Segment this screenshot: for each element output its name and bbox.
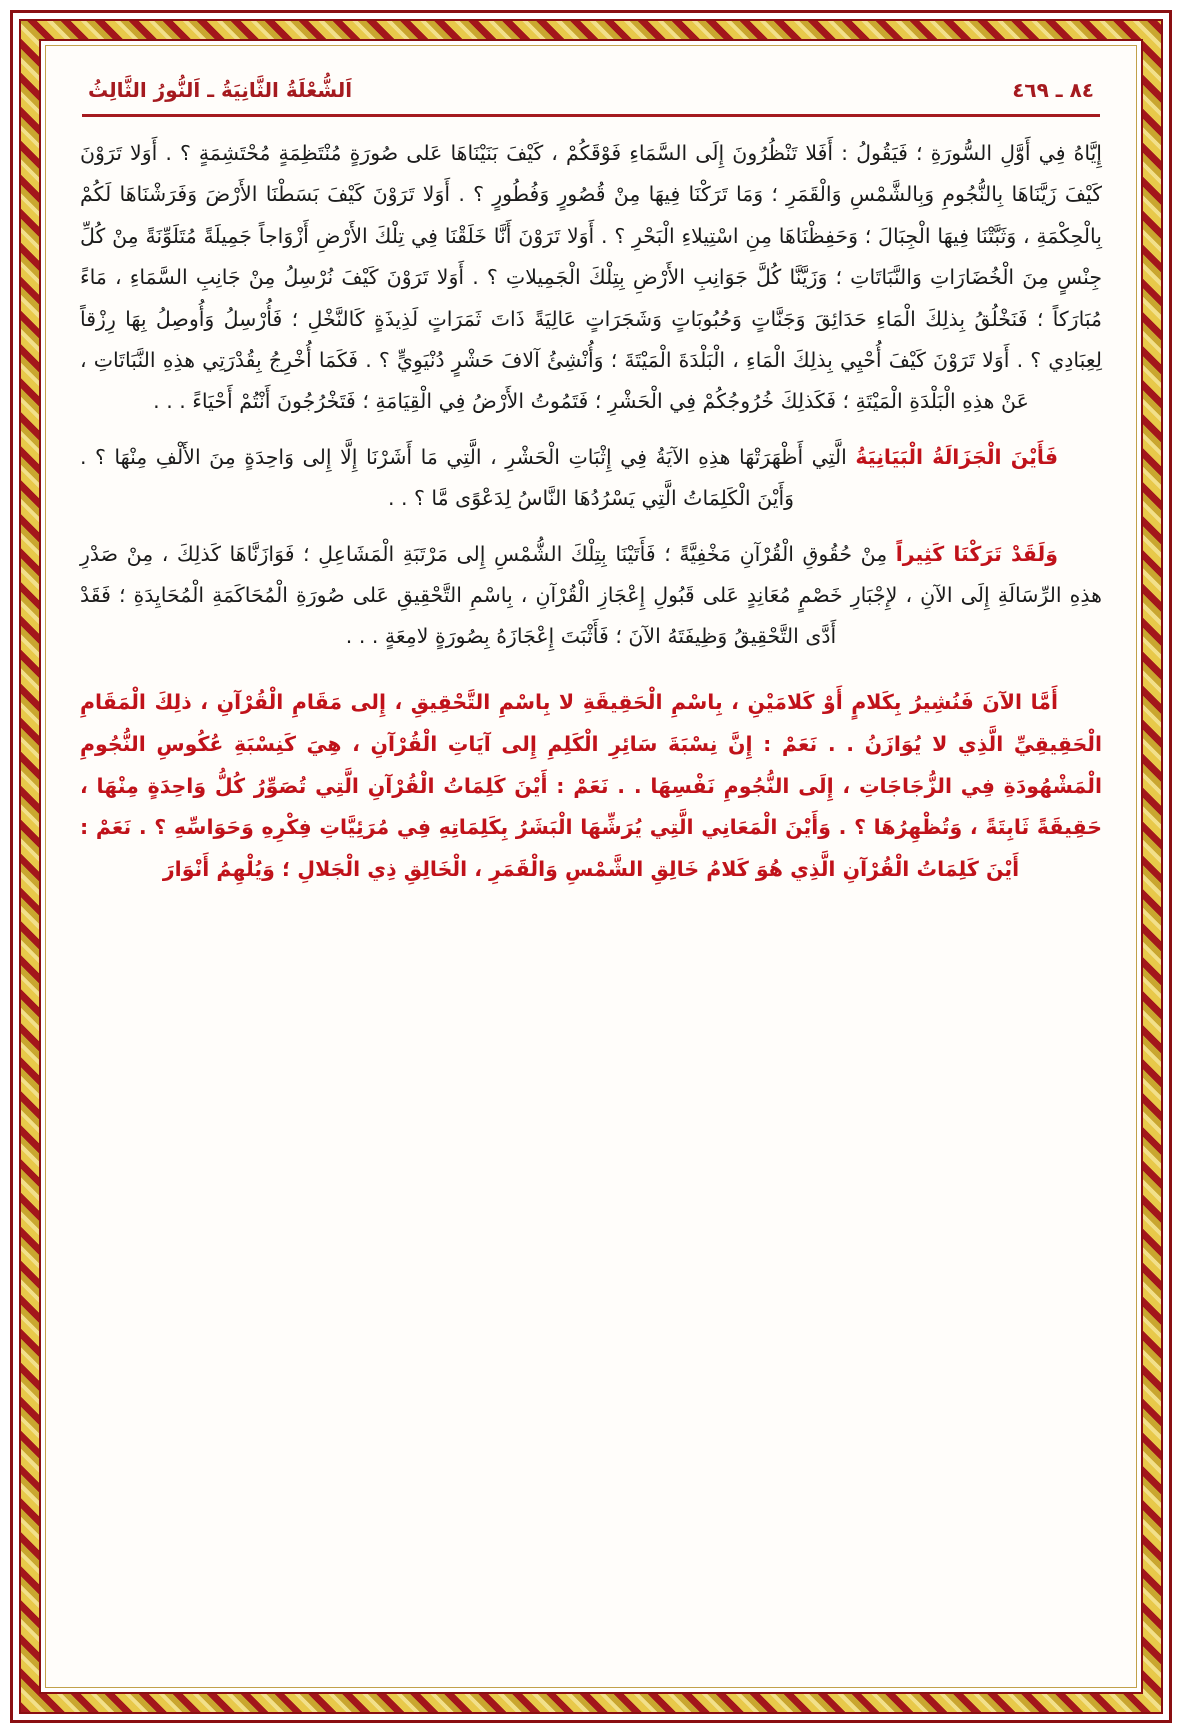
paragraph-2-lead: فَأَيْنَ الْجَزَالَةُ الْبَيَانِيَةُ bbox=[855, 444, 1058, 469]
paragraph-2 bbox=[80, 437, 1102, 520]
paragraph-spacer bbox=[80, 672, 1102, 682]
ornamental-frame-band bbox=[19, 19, 1163, 1714]
page-header bbox=[80, 72, 1102, 112]
page-content-area bbox=[45, 45, 1137, 1688]
paragraph-2-text: الَّتِي أَظْهَرَتْهَا هذِهِ الآيَةُ فِي إِثْبَاتِ الْحَشْرِ ، الَّتِي مَا أَشَرْنَا إِلَّا إِلى وَاحِدَةٍ مِنَ الأَلْفِ مِنْهَا ؟ . وَأَيْنَ الْكَلِمَاتُ الَّتِي يَسْرُدُهَا النَّاسُ لِدَعْوًى مَّا ؟ . . bbox=[80, 444, 856, 511]
paragraph-3 bbox=[80, 534, 1102, 658]
paragraph-4: أَمَّا الآنَ فَنُشِيرُ بِكَلامٍ أَوْ كَلامَيْنِ ، بِاسْمِ الْحَقِيقَةِ لا بِاسْمِ التَّحْقِيقِ ، إِلى مَقَامِ الْقُرْآنِ ، ذلِكَ الْمَقَامِ الْحَقِيقِيِّ الَّذِي لا يُوَازَنُ . . نَعَمْ : إِنَّ نِسْبَةَ سَائِرِ الْكَلِمِ إِلى آيَاتِ الْقُرْآنِ ، هِيَ كَنِسْبَةِ عُكُوسِ النُّجُومِ الْمَشْهُودَةِ فِي الزُّجَاجَاتِ ، إِلَى النُّجُومِ نَفْسِهَا . . نَعَمْ : أَيْنَ كَلِمَاتُ الْقُرْآنِ الَّتِي تُصَوِّرُ كُلُّ وَاحِدَةٍ مِنْهَا ، حَقِيقَةً ثَابِتَةً ، وَتُظْهِرُهَا ؟ . وَأَيْنَ الْمَعَانِي الَّتِي يُرَشِّهَا الْبَشَرُ بِكَلِمَاتِهِ فِي مُرَئِيَّاتِ فِكْرِهِ وَحَوَاسِّهِ ؟ . نَعَمْ : أَيْنَ كَلِمَاتُ الْقُرْآنِ الَّذِي هُوَ كَلامُ خَالِقِ الشَّمْسِ وَالْقَمَرِ ، الْخَالِقِ ذِي الْجَلالِ ؛ وَيُلْهِمُ أَنْوَارَ bbox=[80, 689, 1102, 882]
paragraph-1: إِيَّاهُ فِي أَوَّلِ السُّورَةِ ؛ فَيَقُولُ : أَفَلا تَنْظُرُونَ إِلَى السَّمَاءِ فَوْقَكُمْ ، كَيْفَ بَنَيْنَاهَا عَلى صُورَةٍ مُنْتَظِمَةٍ مُحْتَشِمَةٍ ؟ . أَوَلا تَرَوْنَ كَيْفَ زَيَّنَاهَا بِالنُّجُومِ وَبِالشَّمْسِ وَالْقَمَرِ ؛ وَمَا تَرَكْنَا فِيهَا مِنْ قُصُورٍ وَفُطُورٍ ؟ . أَوَلا تَرَوْنَ كَيْفَ بَسَطْنَا الأَرْضَ وَفَرَشْنَاهَا لَكُمْ بِالْحِكْمَةِ ، وَثَبَّتْنَا فِيهَا الْجِبَالَ ؛ وَحَفِظْنَاهَا مِنِ اسْتِيلاءِ الْبَحْرِ ؟ . أَوَلا تَرَوْنَ أَنَّا خَلَقْنَا فِي تِلْكَ الأَرْضِ أَزْوَاجاً جَمِيلَةً مُتَلَوِّنَةً مِنْ كُلِّ جِنْسٍ مِنَ الْخُضَارَاتِ وَالنَّبَاتَاتِ ؛ وَزَيَّنَّا كُلَّ جَوَانِبِ الأَرْضِ بِتِلْكَ الْجَمِيلاتِ ؟ . أَوَلا تَرَوْنَ كَيْفَ نُرْسِلُ مِنْ جَانِبِ السَّمَاءِ ، مَاءً مُبَارَكاً ؛ فَنَخْلُقُ بِذلِكَ الْمَاءِ حَدَائِقَ وَجَنَّاتٍ وَحُبُوبَاتٍ وَشَجَرَاتٍ عَالِيَةً ذَاتَ ثَمَرَاتٍ لَذِيذَةٍ كَالنَّخْلِ ؛ فَأُرْسِلُ وَأُوصِلُ بِهَا رِزْقاً لِعِبَادِي ؟ . أَوَلا تَرَوْنَ كَيْفَ أُحْيِي بِذلِكَ الْمَاءِ ، الْبَلْدَةَ الْمَيْتَةَ ؛ وَأُنْشِئُ آلافَ حَشْرٍ دُنْيَوِيٍّ ؟ . فَكَمَا أُخْرِجُ بِقُدْرَتِي هذِهِ النَّبَاتَاتِ ، عَنْ هذِهِ الْبَلْدَةِ الْمَيْتَةِ ؛ فَكَذلِكَ خُرُوجُكُمْ فِي الْحَشْرِ ؛ فَتَمُوتُ الأَرْضُ فِي الْقِيَامَةِ ؛ فَتَخْرُجُونَ أَنْتُمْ أَحْيَاءً . . . bbox=[80, 141, 1102, 414]
ornamental-frame-inner bbox=[39, 39, 1143, 1694]
document-body bbox=[80, 133, 1102, 891]
ornamental-frame-outer bbox=[10, 10, 1172, 1723]
header-title: اَلشُّعْلَةُ الثَّانِيَةُ ـ اَلنُّورُ الثَّالِثُ bbox=[88, 78, 353, 102]
paragraph-3-lead: وَلَقَدْ تَرَكْنَا كَثِيراً bbox=[895, 541, 1058, 566]
paragraph-3-text: مِنْ حُقُوقِ الْقُرْآنِ مَخْفِيَّةً ؛ فَأَتَيْنَا بِتِلْكَ الشُّمْسِ إِلى مَرْتَبَةِ الْمَشَاعِلِ ؛ فَوَازَنَّاهَا كَذلِكَ ، مِنْ صَدْرِ هذِهِ الرِّسَالَةِ إِلَى الآنِ ، لإِجْبَارِ خَصْمٍ مُعَانِدٍ عَلى قَبُولِ إِعْجَازِ الْقُرْآنِ ، بِاسْمِ التَّحْقِيقِ عَلى صُورَةِ الْمُحَاكَمَةِ الْمُحَايِدَةِ ؛ فَقَدْ أَدَّى التَّحْقِيقُ وَظِيفَتَهُ الآنَ ؛ فَأَثْبَتَ إِعْجَازَهُ بِصُورَةٍ لامِعَةٍ . . . bbox=[80, 541, 1102, 649]
header-divider bbox=[82, 114, 1100, 117]
header-page-range: ٨٤ ـ ٤٦٩ bbox=[1012, 78, 1094, 102]
